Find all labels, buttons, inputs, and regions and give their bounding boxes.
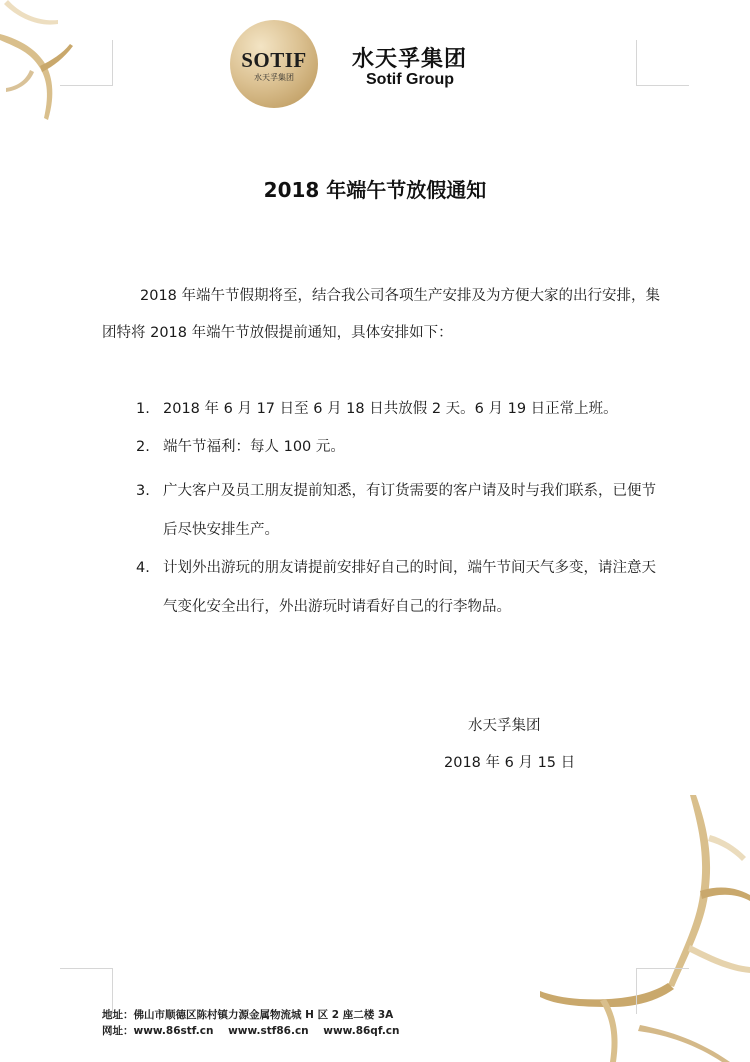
signature-organization: 水天孚集团 bbox=[468, 718, 541, 734]
crop-mark-top-left bbox=[60, 40, 113, 86]
brand-name-english: Sotif Group bbox=[366, 71, 454, 88]
gold-brush-decoration-bottom-right bbox=[540, 795, 750, 1062]
company-logo bbox=[230, 20, 318, 108]
logo-subtext: 水天孚集团 bbox=[254, 73, 294, 82]
footer-website: 网址：www.86stf.cn www.stf86.cn www.86qf.cn bbox=[102, 1025, 400, 1037]
logo-text: SOTIF bbox=[241, 48, 307, 72]
list-item bbox=[136, 472, 656, 550]
document-title: 2018 年端午节放假通知 bbox=[263, 178, 487, 202]
crop-mark-bottom-right bbox=[636, 968, 689, 1014]
footer-address: 地址：佛山市顺德区陈村镇力源金属物流城 H 区 2 座二楼 3A bbox=[102, 1009, 394, 1021]
signature-date: 2018 年 6 月 15 日 bbox=[444, 755, 576, 771]
list-text: 广大客户及员工朋友提前知悉，有订货需要的客户请及时与我们联系，已便节后尽快安排生产。 bbox=[163, 483, 656, 538]
list-number: 1. bbox=[136, 401, 150, 417]
list-text: 2018 年 6 月 17 日至 6 月 18 日共放假 2 天。6 月 19 日正常上班。 bbox=[163, 401, 618, 417]
intro-paragraph: 2018 年端午节假期将至，结合我公司各项生产安排及为方便大家的出行安排，集团特将 2018 年端午节放假提前通知，具体安排如下： bbox=[102, 288, 661, 341]
brand-name-chinese: 水天孚集团 bbox=[352, 47, 468, 72]
list-text: 端午节福利：每人 100 元。 bbox=[163, 439, 345, 455]
list-text: 计划外出游玩的朋友请提前安排好自己的时间，端午节间天气多变，请注意天气变化安全出行，外出游玩时请看好自己的行李物品。 bbox=[163, 560, 656, 615]
crop-mark-top-right bbox=[636, 40, 689, 86]
list-item bbox=[136, 549, 656, 627]
list-item bbox=[136, 428, 656, 467]
list-number: 3. bbox=[136, 483, 150, 499]
list-number: 2. bbox=[136, 439, 150, 455]
list-item bbox=[136, 390, 656, 429]
list-number: 4. bbox=[136, 560, 150, 576]
